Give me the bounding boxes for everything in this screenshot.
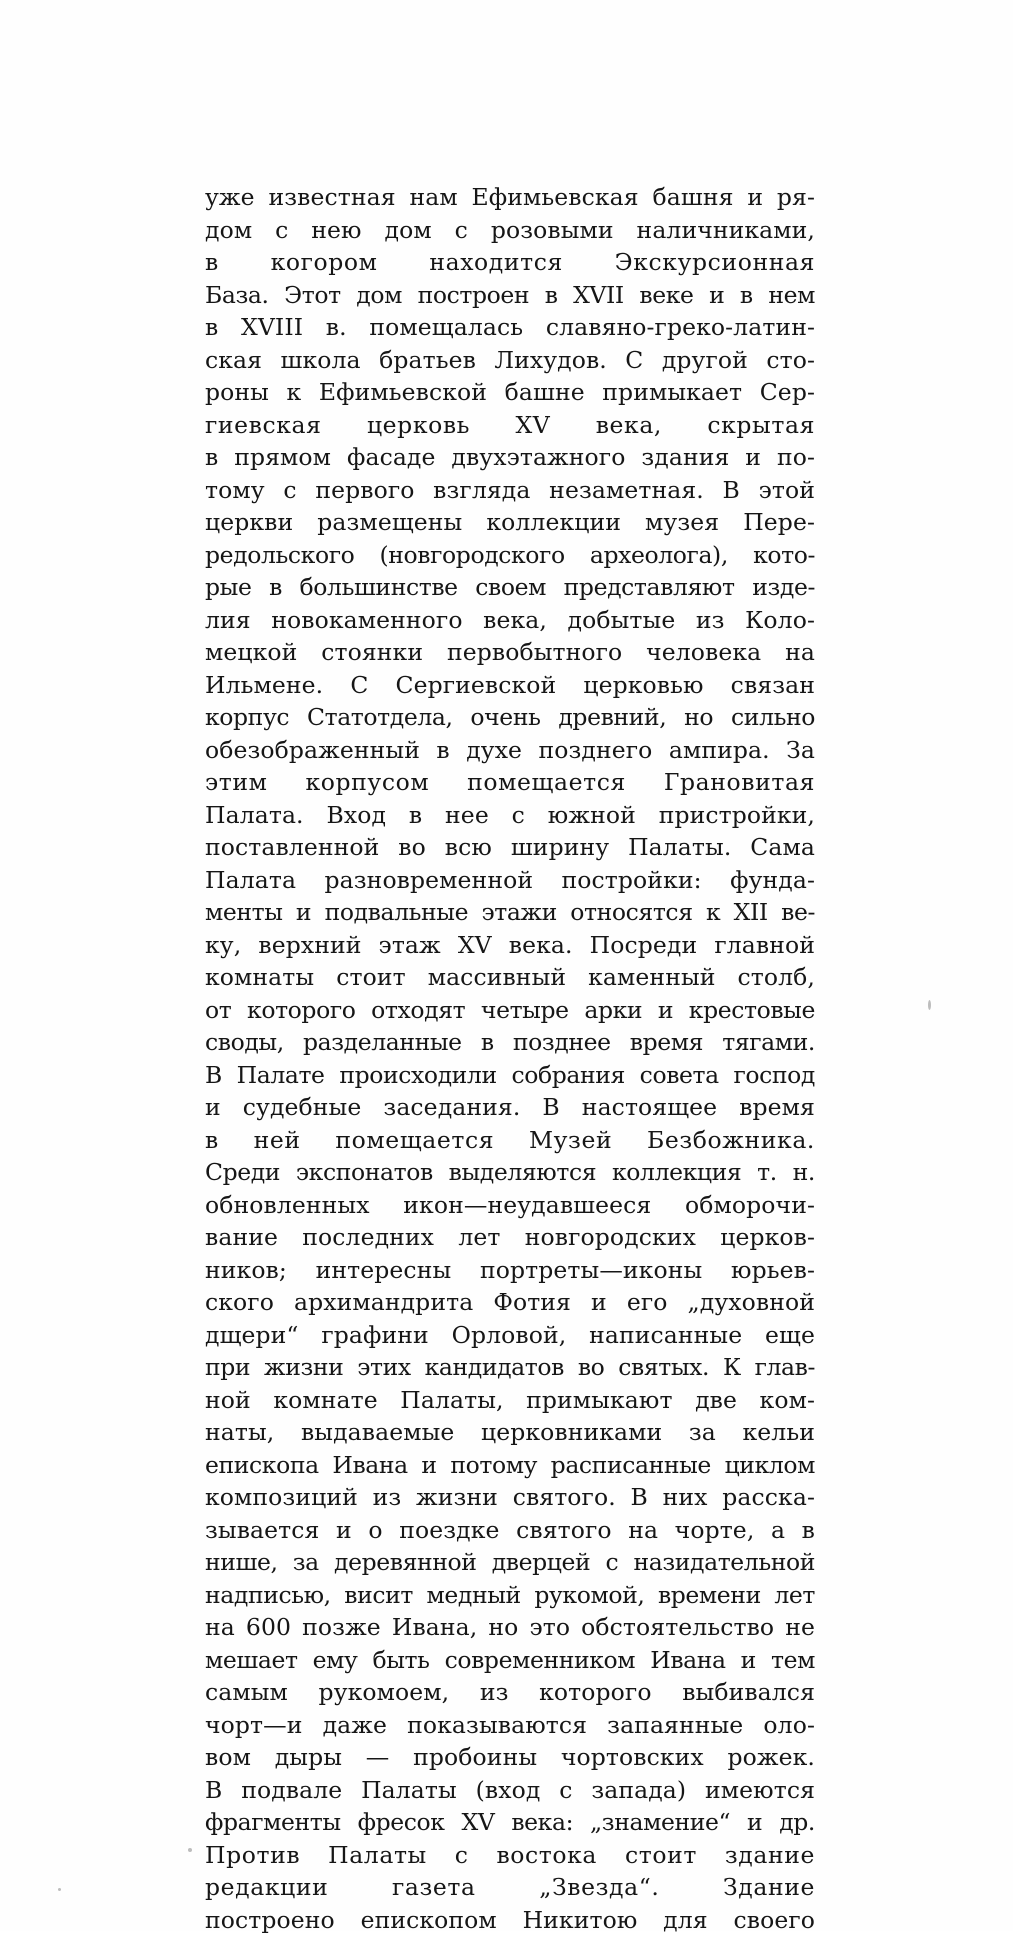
text-line: чорт—и даже показываются запаянные оло- <box>205 1709 815 1742</box>
text-line: вание последних лет новгородских церков- <box>205 1221 815 1254</box>
text-line: В подвале Палаты (вход с запада) имеются <box>205 1774 815 1807</box>
scan-speck <box>188 1848 192 1852</box>
text-line: построено епископом Никитою для своего <box>205 1904 815 1936</box>
text-line: церкви размещены коллекции музея Пере- <box>205 506 815 539</box>
text-line: в ней помещается Музей Безбожника. <box>205 1124 815 1157</box>
text-line: ского архимандрита Фотия и его „духовной <box>205 1286 815 1319</box>
text-line: в XVIII в. помещалась славяно-греко-латин- <box>205 311 815 344</box>
text-line: надписью, висит медный рукомой, времени лет <box>205 1579 815 1612</box>
text-line: тому с первого взгляда незаметная. В этой <box>205 474 815 507</box>
text-line: обновленных икон—неудавшееся обморочи- <box>205 1189 815 1222</box>
text-line: своды, разделанные в позднее время тягами. <box>205 1026 815 1059</box>
text-line: Палата разновременной постройки: фунда- <box>205 864 815 897</box>
text-line: редольского (новгородского археолога), кото- <box>205 539 815 572</box>
text-line: на 600 позже Ивана, но это обстоятельство не <box>205 1611 815 1644</box>
text-line: этим корпусом помещается Грановитая <box>205 766 815 799</box>
text-line: поставленной во всю ширину Палаты. Сама <box>205 831 815 864</box>
text-line: вом дыры — пробоины чортовских рожек. <box>205 1741 815 1774</box>
text-line: лия новокаменного века, добытые из Коло- <box>205 604 815 637</box>
text-line: ной комнате Палаты, примыкают две ком- <box>205 1384 815 1417</box>
text-line: Против Палаты с востока стоит здание <box>205 1839 815 1872</box>
text-line: Ильмене. С Сергиевской церковью связан <box>205 669 815 702</box>
text-line: фрагменты фресок XV века: „знамение“ и др. <box>205 1806 815 1839</box>
text-line: В Палате происходили собрания совета господ <box>205 1059 815 1092</box>
text-line: дщери“ графини Орловой, написанные еще <box>205 1319 815 1352</box>
scan-speck <box>928 1000 931 1010</box>
text-line: рые в большинстве своем представляют изде- <box>205 571 815 604</box>
text-line: редакции газета „Звезда“. Здание <box>205 1871 815 1904</box>
text-line: Среди экспонатов выделяются коллекция т. н. <box>205 1156 815 1189</box>
text-line: в прямом фасаде двухэтажного здания и по- <box>205 441 815 474</box>
text-line: ников; интересны портреты—иконы юрьев- <box>205 1254 815 1287</box>
text-line: в когором находится Экскурсионная <box>205 246 815 279</box>
text-line: гиевская церковь XV века, скрытая <box>205 409 815 442</box>
text-line: от которого отходят четыре арки и крестовые <box>205 994 815 1027</box>
text-line: менты и подвальные этажи относятся к XII ве- <box>205 896 815 929</box>
text-line: композиций из жизни святого. В них расска- <box>205 1481 815 1514</box>
text-line: при жизни этих кандидатов во святых. К глав- <box>205 1351 815 1384</box>
text-line: корпус Статотдела, очень древний, но сильно <box>205 701 815 734</box>
text-line: База. Этот дом построен в XVII веке и в нем <box>205 279 815 312</box>
text-line: зывается и о поездке святого на чорте, а в <box>205 1514 815 1547</box>
text-line: нише, за деревянной дверцей с назидательной <box>205 1546 815 1579</box>
text-line: Палата. Вход в нее с южной пристройки, <box>205 799 815 832</box>
body-text <box>205 181 815 1936</box>
text-line: наты, выдаваемые церковниками за кельи <box>205 1416 815 1449</box>
scan-speck <box>58 1888 61 1891</box>
text-line: роны к Ефимьевской башне примыкает Сер- <box>205 376 815 409</box>
text-line: ку, верхний этаж XV века. Посреди главной <box>205 929 815 962</box>
text-line: комнаты стоит массивный каменный столб, <box>205 961 815 994</box>
text-line: дом с нею дом с розовыми наличниками, <box>205 214 815 247</box>
text-line: ская школа братьев Лихудов. С другой сто- <box>205 344 815 377</box>
text-line: мешает ему быть современником Ивана и тем <box>205 1644 815 1677</box>
text-line: самым рукомоем, из которого выбивался <box>205 1676 815 1709</box>
text-line: мецкой стоянки первобытного человека на <box>205 636 815 669</box>
text-line: уже известная нам Ефимьевская башня и ря- <box>205 181 815 214</box>
text-line: обезображенный в духе позднего ампира. За <box>205 734 815 767</box>
text-line: и судебные заседания. В настоящее время <box>205 1091 815 1124</box>
text-line: епископа Ивана и потому расписанные циклом <box>205 1449 815 1482</box>
